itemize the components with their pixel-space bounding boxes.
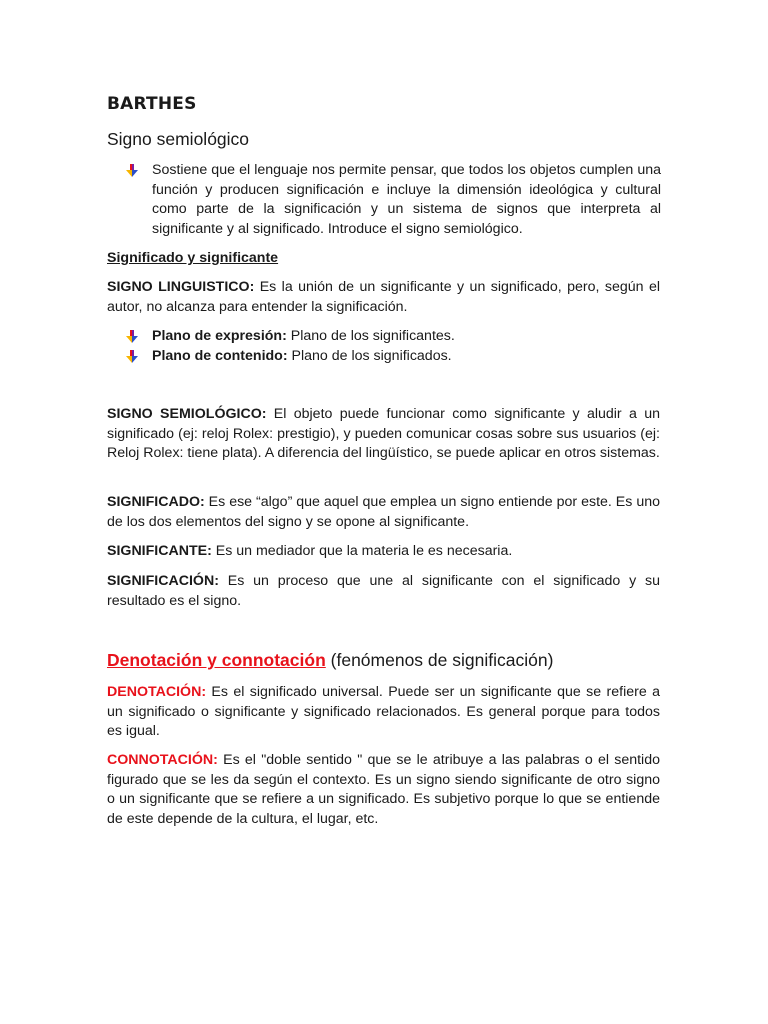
denotacion-heading-red: Denotación y connotación	[107, 650, 326, 670]
list-item	[125, 327, 661, 347]
intro-bullet-text: Sostiene que el lenguaje nos permite pensar, que todos los objetos cumplen una función y producen significación e incluye la dimensión ideológica y cultural como parte de la significación y un sistema de signos que interpreta al significante y al significado. Introduce el signo semiológico.	[152, 162, 661, 238]
intro-bullet-list	[125, 161, 661, 240]
definition-text: Es el significado universal. Puede ser un significante que se refiere a un significado o significante y significado relacionados. Es general porque para todos es igual.	[107, 684, 660, 740]
paragraph-significacion	[107, 572, 660, 611]
document-title: BARTHES	[107, 94, 197, 114]
list-item	[125, 161, 661, 240]
denotacion-heading-rest: (fenómenos de significación)	[325, 650, 554, 670]
term-label: DENOTACIÓN:	[107, 684, 207, 700]
term-label: SIGNIFICANTE:	[107, 543, 212, 559]
definition-text: El objeto puede funcionar como significante y aludir a un significado (ej: reloj Rolex: prestigio), y pueden comunicar cosas sobre sus usuarios (ej: Reloj Rolex: tiene plata). A diferencia del lingüístico, se puede aplicar en otros sistemas.	[107, 406, 660, 462]
term-label: Plano de expresión:	[152, 328, 287, 344]
term-label: SIGNIFICACIÓN:	[107, 573, 219, 589]
four-color-arrow-down-icon	[125, 350, 139, 364]
paragraph-denotacion	[107, 683, 660, 742]
section-heading: Signo semiológico	[107, 129, 250, 149]
four-color-arrow-down-icon	[125, 164, 139, 178]
paragraph-signo-linguistico	[107, 278, 660, 317]
definition-text: Es el "doble sentido " que se le atribuye a las palabras o el sentido figurado que se les da según el contexto. Es un signo siendo significante de otro signo o un significante que se refiere a un significado. Es subjetivo porque lo que se entiende de este depende de la cultura, el lugar, etc.	[107, 752, 660, 828]
four-color-arrow-down-icon	[125, 330, 139, 344]
definition-text: Es ese “algo” que aquel que emplea un signo entiende por este. Es uno de los dos elementos del signo y se opone al significante.	[107, 494, 660, 530]
definition-text: Es un mediador que la materia le es necesaria.	[211, 543, 513, 559]
paragraph-significado	[107, 493, 660, 532]
term-label: SIGNO LINGUISTICO:	[107, 279, 255, 295]
term-label: CONNOTACIÓN:	[107, 752, 218, 768]
paragraph-significante	[107, 542, 660, 562]
term-label: Plano de contenido:	[152, 347, 288, 364]
paragraph-connotacion	[107, 751, 660, 830]
definition-text: Plano de los significantes.	[286, 328, 455, 344]
paragraph-signo-semiologico	[107, 405, 660, 464]
definition-text: Plano de los significados.	[287, 347, 452, 364]
list-item	[125, 347, 661, 367]
term-label: SIGNIFICADO:	[107, 494, 205, 510]
term-label: SIGNO SEMIOLÓGICO:	[107, 406, 267, 422]
definition-text: Es un proceso que une al significante con el significado y su resultado es el signo.	[107, 573, 660, 609]
subheading: Significado y significante	[107, 250, 279, 266]
definition-text: Es la unión de un significante y un significado, pero, según el autor, no alcanza para entender la significación.	[107, 279, 660, 315]
planos-list	[125, 327, 661, 366]
denotacion-heading	[107, 650, 553, 671]
